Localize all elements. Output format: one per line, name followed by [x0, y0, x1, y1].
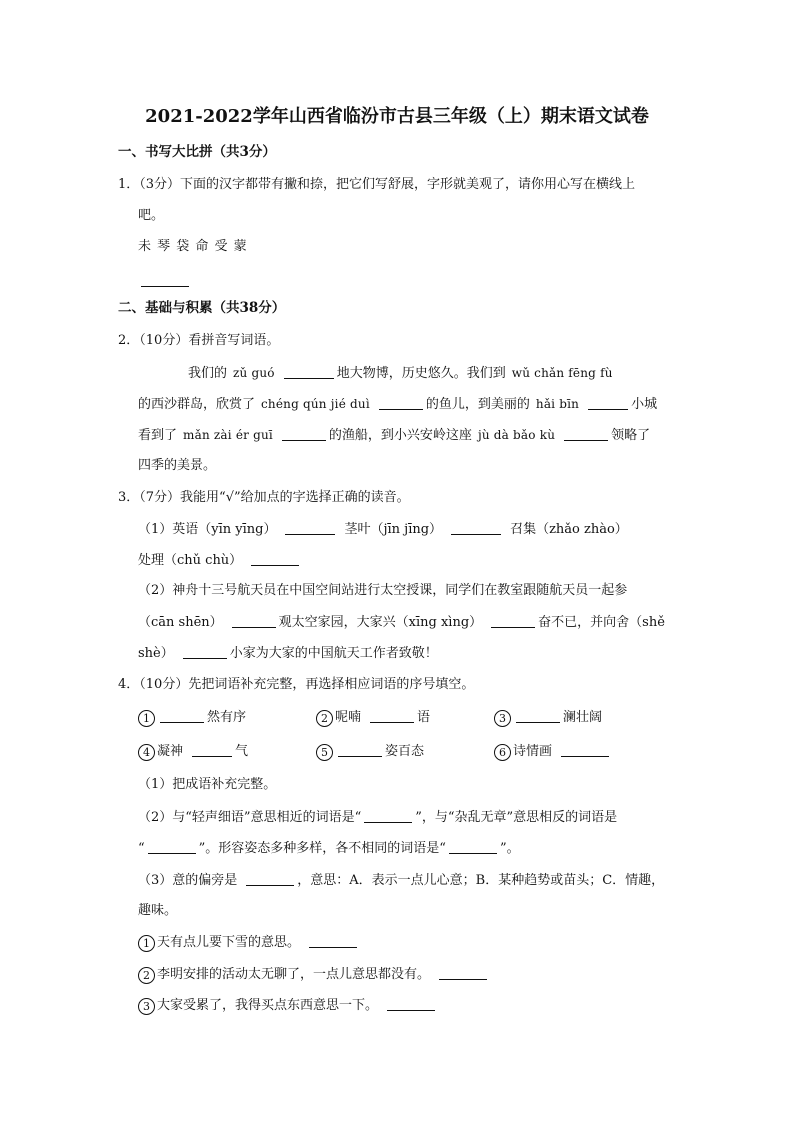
q4-text: （2）与“轻声细语”意思相近的词语是“ — [138, 810, 362, 825]
q4-text: 大家受累了，我得买点东西意思一下。 — [157, 998, 379, 1013]
q3-item: 小家为大家的中国航天工作者致敬！ — [229, 646, 438, 661]
q3-blank[interactable] — [183, 646, 227, 659]
q4-blank[interactable] — [160, 710, 204, 723]
q4-sub2-line2 — [138, 841, 520, 855]
q2-text: 小城 — [631, 397, 658, 412]
q4-example-1 — [138, 935, 360, 952]
q4-item-4 — [138, 744, 248, 761]
q3-item: 召集（zhǎo zhào） — [510, 522, 628, 537]
q4-blank[interactable] — [387, 998, 435, 1011]
q4-item-text: 澜壮阔 — [563, 710, 603, 725]
q4-blank[interactable] — [439, 967, 487, 980]
q4-item-5 — [316, 744, 424, 761]
number-circle: 1 — [138, 935, 155, 952]
q4-blank[interactable] — [246, 873, 294, 886]
number-circle: 5 — [316, 744, 333, 761]
q1-line1: 1．（3分）下面的汉字都带有撇和捺，把它们写舒展，字形就美观了，请你用心写在横线上 — [118, 177, 636, 192]
q3-item: （1）英语（yīn yīng） — [138, 522, 277, 537]
number-circle: 6 — [494, 744, 511, 761]
q3-part1-line2 — [138, 553, 302, 567]
q2-text: 我们的 — [188, 366, 228, 381]
q4-text: 天有点儿要下雪的意思。 — [157, 935, 301, 950]
q2-text: 领略了 — [611, 428, 651, 443]
q2-line2 — [138, 397, 657, 411]
q2-blank[interactable] — [564, 428, 608, 441]
q4-text: 李明安排的活动太无聊了，一点儿意思都没有。 — [157, 967, 431, 982]
number-circle: 2 — [138, 967, 155, 984]
q4-sub3-line2: 趣味。 — [138, 903, 178, 918]
number-circle: 3 — [138, 998, 155, 1015]
number-circle: 2 — [316, 710, 333, 727]
q2-text: 地大物博，历史悠久。我们到 — [336, 366, 506, 381]
q3-blank[interactable] — [285, 522, 335, 535]
q2-text: 看到了 — [138, 428, 178, 443]
q4-text: （3）意的偏旁是 — [138, 873, 238, 888]
page-title: 2021-2022学年山西省临汾市古县三年级（上）期末语文试卷 — [145, 106, 649, 127]
q1-answer-line[interactable] — [138, 274, 192, 288]
q4-blank[interactable] — [148, 841, 196, 854]
q4-item-text: 气 — [235, 744, 249, 759]
section-1-heading: 一、书写大比拼（共3分） — [118, 144, 276, 160]
q2-line4: 四季的美景。 — [138, 458, 217, 473]
number-circle: 1 — [138, 710, 155, 727]
q2-stem: 2．（10分）看拼音写词语。 — [118, 333, 280, 348]
q1-chars: 未 琴 袋 命 受 蒙 — [138, 239, 248, 254]
q2-blank[interactable] — [284, 366, 334, 379]
q3-part2-line1: （2）神舟十三号航天员在中国空间站进行太空授课，同学们在教室跟随航天员一起参 — [138, 583, 628, 598]
q2-blank[interactable] — [282, 428, 326, 441]
q4-text: ”。 — [499, 841, 520, 856]
q4-blank[interactable] — [516, 710, 560, 723]
q4-item-text: 语 — [417, 710, 431, 725]
q2-pinyin: jù dà bǎo kù — [477, 428, 556, 442]
q2-pinyin: chéng qún jié duì — [261, 397, 370, 411]
q4-text: “ — [138, 841, 145, 856]
q3-item: （cān shēn） — [138, 615, 223, 630]
q4-text: ，意思：A．表示一点儿心意；B．某种趋势或苗头；C．情趣， — [297, 873, 665, 888]
q4-item-text: 姿百态 — [385, 744, 425, 759]
q4-text: ”。形容姿态多种多样，各不相同的词语是“ — [198, 841, 446, 856]
number-circle: 3 — [494, 710, 511, 727]
q2-text: 的渔船，到小兴安岭这座 — [328, 428, 472, 443]
q2-pinyin: zǔ guó — [233, 366, 275, 380]
q4-stem: 4．（10分）先把词语补充完整，再选择相应词语的序号填空。 — [118, 677, 475, 692]
q4-sub2-line1 — [138, 810, 617, 824]
q4-blank[interactable] — [370, 710, 414, 723]
q2-line1 — [188, 366, 613, 380]
q3-item: 处理（chǔ chù） — [138, 553, 243, 568]
q4-blank[interactable] — [364, 810, 412, 823]
q3-part2-line3 — [138, 646, 438, 660]
q4-blank[interactable] — [338, 744, 382, 757]
q4-example-3 — [138, 998, 438, 1015]
q4-item-6 — [494, 744, 612, 761]
q3-part1-line1 — [138, 522, 628, 536]
q2-text: 的西沙群岛，欣赏了 — [138, 397, 256, 412]
q1-line2: 吧。 — [138, 208, 165, 223]
q4-item-2 — [316, 710, 430, 727]
q4-item-text: 凝神 — [157, 744, 184, 759]
q4-sub1: （1）把成语补充完整。 — [138, 777, 277, 792]
q4-blank[interactable] — [309, 935, 357, 948]
q4-example-2 — [138, 967, 490, 984]
q2-blank[interactable] — [379, 397, 423, 410]
q4-sub3-line1 — [138, 873, 664, 887]
q3-item: 茎叶（jīn jīng） — [344, 522, 443, 537]
q3-blank[interactable] — [491, 615, 535, 628]
q3-part2-line2 — [138, 615, 665, 629]
q2-pinyin: mǎn zài ér guī — [183, 428, 273, 442]
q3-item: 观太空家园，大家兴（xīng xìng） — [278, 615, 483, 630]
q4-item-3 — [494, 710, 602, 727]
q2-blank[interactable] — [588, 397, 628, 410]
q3-stem: 3．（7分）我能用“√”给加点的字选择正确的读音。 — [118, 490, 410, 505]
q4-blank[interactable] — [449, 841, 497, 854]
q2-text: 的鱼儿，到美丽的 — [425, 397, 530, 412]
q2-pinyin: wǔ chǎn fēng fù — [511, 366, 613, 380]
q4-item-text: 然有序 — [207, 710, 247, 725]
q3-blank[interactable] — [251, 553, 299, 566]
q2-pinyin: hǎi bīn — [535, 397, 580, 411]
q4-item-text: 呢喃 — [335, 710, 362, 725]
q4-item-1 — [138, 710, 246, 727]
q4-blank[interactable] — [561, 744, 609, 757]
q2-line3 — [138, 428, 650, 442]
number-circle: 4 — [138, 744, 155, 761]
section-2-heading: 二、基础与积累（共38分） — [118, 300, 286, 316]
q3-item: shè） — [138, 646, 174, 661]
q4-item-text: 诗情画 — [513, 744, 553, 759]
q4-text: ”，与“杂乱无章”意思相反的词语是 — [415, 810, 618, 825]
q4-blank[interactable] — [192, 744, 232, 757]
q3-blank[interactable] — [232, 615, 276, 628]
q3-item: 奋不已，并向舍（shě — [538, 615, 665, 630]
q3-blank[interactable] — [451, 522, 501, 535]
